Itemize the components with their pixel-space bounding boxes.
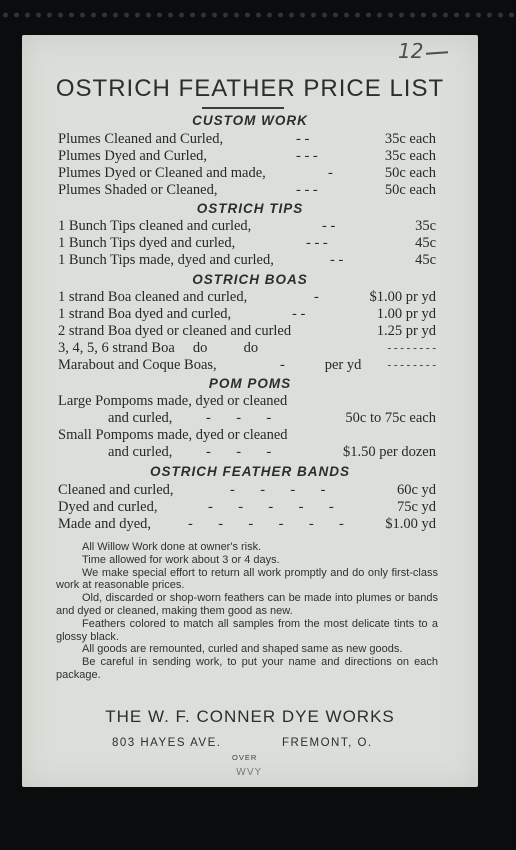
price-row: Small Pompoms made, dyed or cleaned xyxy=(58,427,288,443)
handwritten-number: 12 xyxy=(398,39,448,63)
price-row: and curled, - - - 50c to 75c each xyxy=(108,410,436,426)
over-label: OVER xyxy=(232,753,258,762)
pencil-mark: WVY xyxy=(236,767,262,778)
price-row: 1 Bunch Tips cleaned and curled, - - 35c xyxy=(58,218,436,234)
terms-notes xyxy=(56,541,438,682)
price-row: and curled, - - - $1.50 per dozen xyxy=(108,444,436,460)
price-row: Large Pompoms made, dyed or cleaned xyxy=(58,393,288,409)
price-row: 1 strand Boa dyed and curled, - - 1.00 pr yd xyxy=(58,306,436,322)
section-heading-pom-poms: POM POMS xyxy=(208,376,292,391)
note-paragraph: All Willow Work done at owner's risk. xyxy=(82,541,262,553)
price-row: Plumes Dyed or Cleaned and made, - 50c each xyxy=(58,165,436,181)
perforation-edge xyxy=(0,8,516,22)
title-underline xyxy=(202,107,284,109)
price-row: Marabout and Coque Boas, - per yd - - - - - - - - xyxy=(58,357,436,373)
note-paragraph: Feathers colored to match all samples from the most delicate tints to a glossy black. xyxy=(56,617,438,643)
section-heading-feather-bands: OSTRICH FEATHER BANDS xyxy=(149,464,350,479)
page-title: OSTRICH FEATHER PRICE LIST xyxy=(55,75,445,102)
price-row: 3, 4, 5, 6 strand Boa do do - - - - - - - - xyxy=(58,340,436,356)
price-row: Plumes Cleaned and Curled, - - 35c each xyxy=(58,131,436,147)
price-row: 1 strand Boa cleaned and curled, - $1.00 pr yd xyxy=(58,289,436,305)
price-row: Made and dyed, - - - - - - $1.00 yd xyxy=(58,516,436,532)
section-heading-custom-work: CUSTOM WORK xyxy=(192,113,308,128)
city-address: FREMONT, O. xyxy=(282,737,373,749)
price-row: Plumes Shaded or Cleaned, - - - 50c each xyxy=(58,182,436,198)
note-paragraph: Old, discarded or shop-worn feathers can be made into plumes or bands and dyed or cleaned, making them good as new. xyxy=(56,592,438,617)
note-paragraph: We make special effort to return all work promptly and do only first-class work at reasonable prices. xyxy=(56,566,438,592)
note-paragraph: Be careful in sending work, to put your name and directions on each package. xyxy=(56,656,438,681)
section-heading-ostrich-boas: OSTRICH BOAS xyxy=(192,272,308,287)
price-row: Plumes Dyed and Curled, - - - 35c each xyxy=(58,148,436,164)
price-row: 1 Bunch Tips dyed and curled, - - - 45c xyxy=(58,235,436,251)
price-row: Cleaned and curled, - - - - 60c yd xyxy=(58,482,436,498)
company-name: THE W. F. CONNER DYE WORKS xyxy=(105,707,395,726)
price-row: 2 strand Boa dyed or cleaned and curled 1.25 pr yd xyxy=(58,323,436,339)
section-heading-ostrich-tips: OSTRICH TIPS xyxy=(196,201,304,216)
note-paragraph: Time allowed for work about 3 or 4 days. xyxy=(82,553,280,566)
price-row: 1 Bunch Tips made, dyed and curled, - - 45c xyxy=(58,252,436,268)
note-paragraph: All goods are remounted, curled and shaped same as new goods. xyxy=(82,643,403,656)
street-address: 803 HAYES AVE. xyxy=(112,737,222,749)
price-row: Dyed and curled, - - - - - 75c yd xyxy=(58,499,436,515)
price-list-card xyxy=(22,35,478,787)
